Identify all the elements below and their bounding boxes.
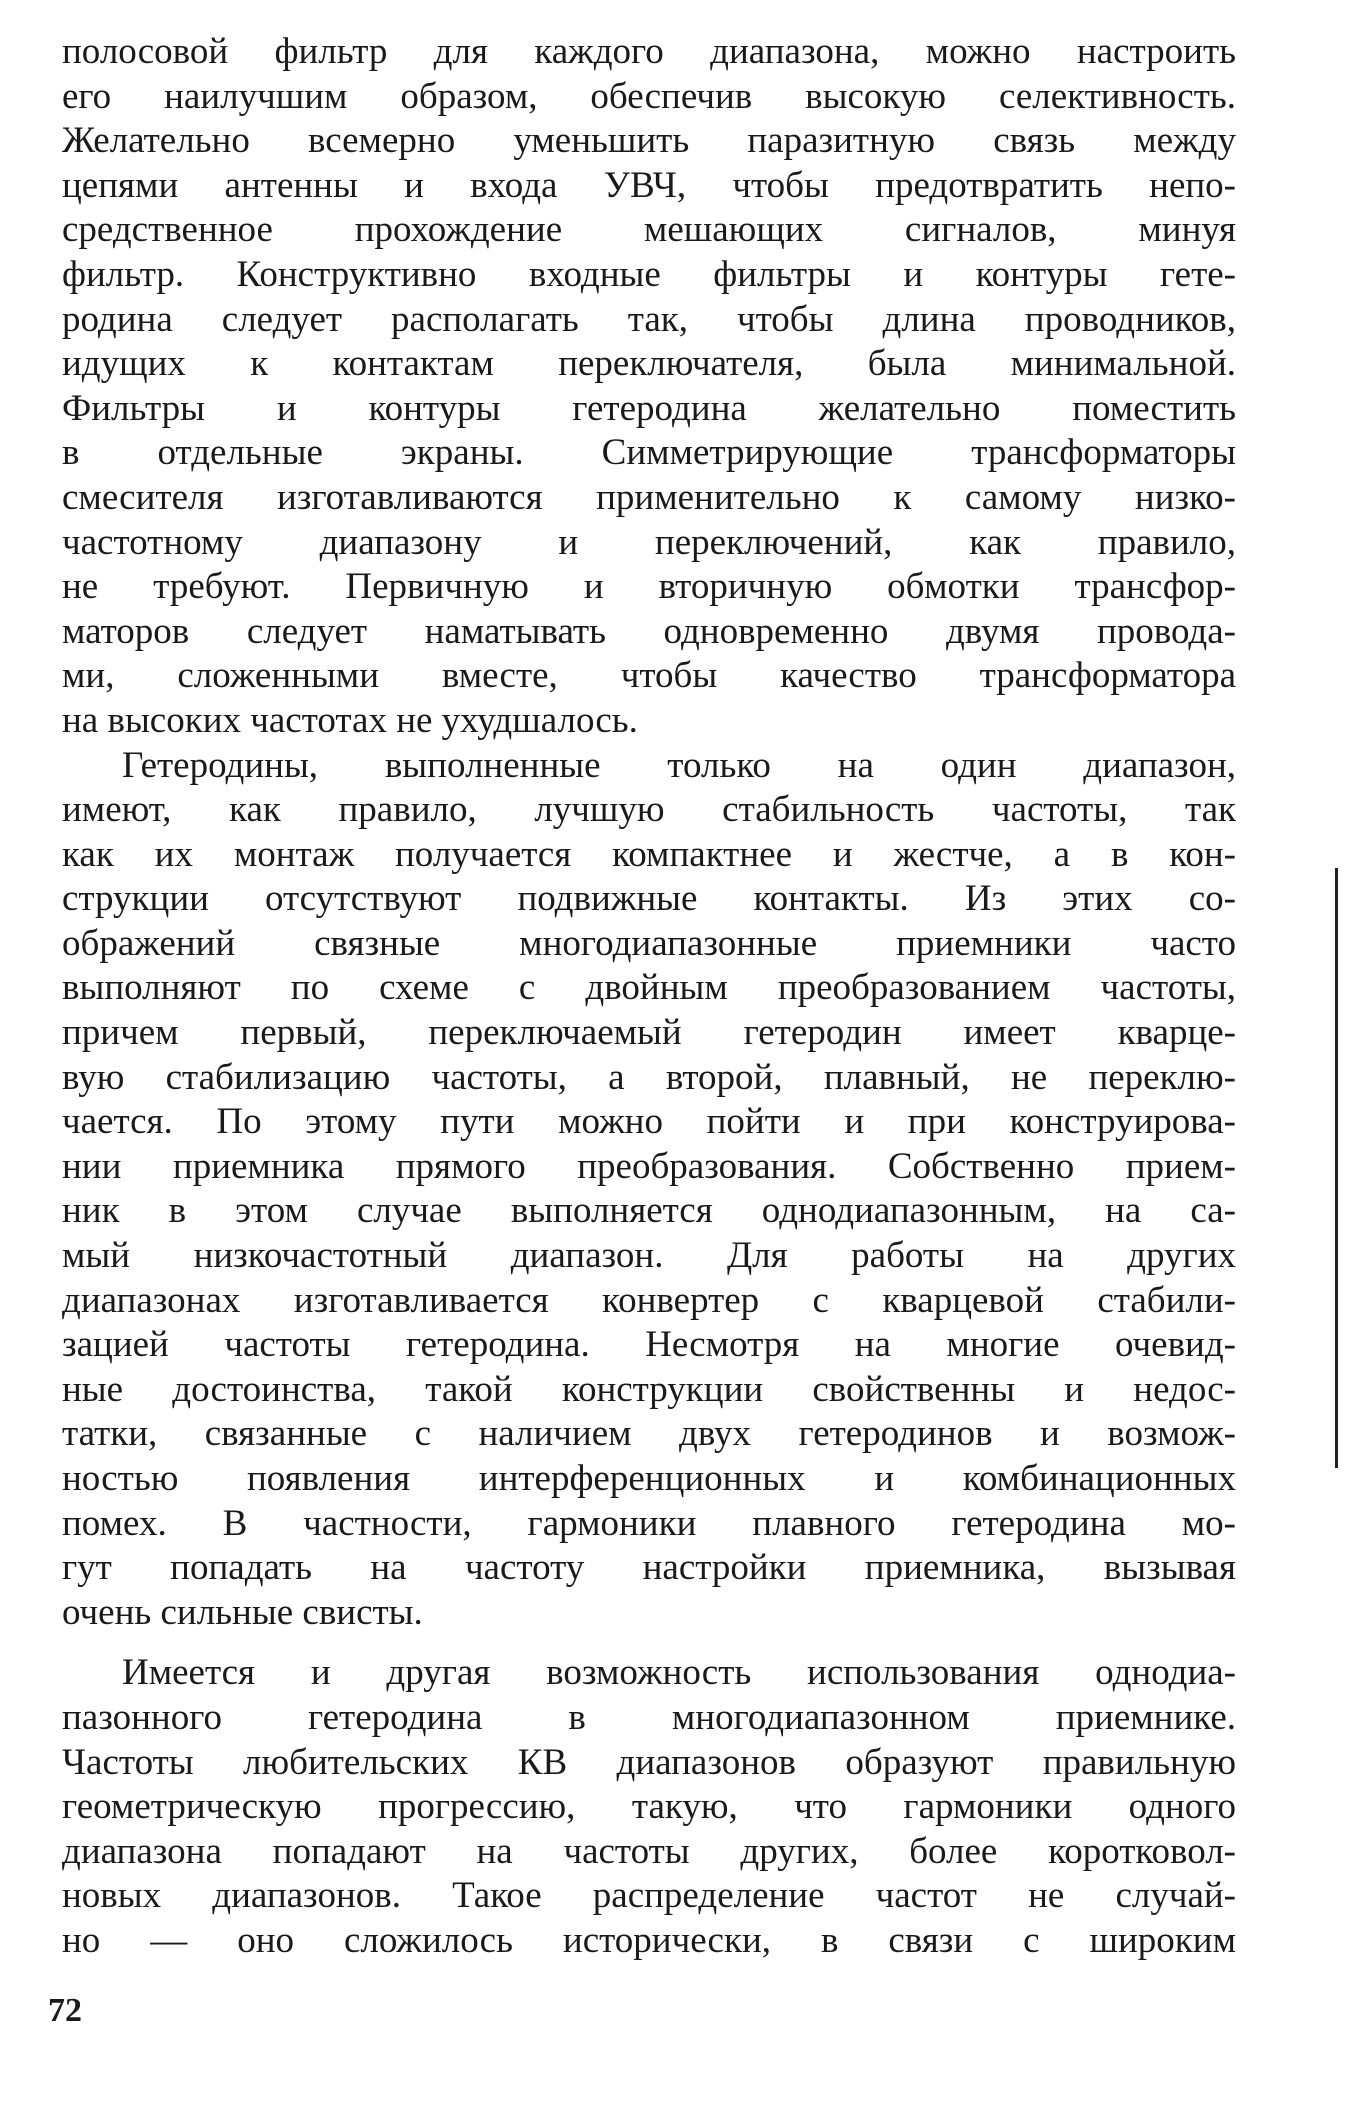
- text-line: идущих к контактам переключателя, была минимальной.: [62, 343, 1236, 385]
- text-line: маторов следует наматывать одновременно двумя провода-: [62, 610, 1236, 652]
- text-line: ностью появления интерференционных и комбинационных: [62, 1458, 1236, 1499]
- text-line: геометрическую прогрессию, такую, что гармоники одного: [62, 1786, 1236, 1828]
- text-line: родина следует располагать так, чтобы длина проводников,: [62, 298, 1236, 340]
- text-line: причем первый, переключаемый гетеродин имеет кварце-: [62, 1012, 1236, 1054]
- paragraph-1: [62, 30, 1236, 744]
- paragraph-2: [62, 744, 1236, 1636]
- text-line: вую стабилизацию частоты, а второй, плавный, не переклю-: [62, 1056, 1236, 1098]
- text-line: гут попадать на частоту настройки приемника, вызывая: [62, 1547, 1236, 1589]
- text-line: очень сильные свисты.: [62, 1591, 423, 1633]
- text-line: как их монтаж получается компактнее и жестче, а в кон-: [62, 833, 1236, 875]
- text-line: в отдельные экраны. Симметрирующие трансформаторы: [62, 432, 1236, 474]
- text-line: чается. По этому пути можно пойти и при конструирова-: [62, 1101, 1236, 1143]
- text-line: новых диапазонов. Такое распределение частот не случай-: [62, 1875, 1236, 1917]
- text-line: Частоты любительских КВ диапазонов образуют правильную: [62, 1741, 1236, 1783]
- text-line: частотному диапазону и переключений, как правило,: [62, 521, 1236, 563]
- text-line: зацией частоты гетеродина. Несмотря на многие очевид-: [62, 1324, 1236, 1366]
- text-line: средственное прохождение мешающих сигналов, минуя: [62, 209, 1236, 251]
- margin-rule: [1335, 868, 1338, 1468]
- text-line: диапазона попадают на частоты других, более коротковол-: [62, 1830, 1236, 1872]
- text-line: Фильтры и контуры гетеродина желательно поместить: [62, 387, 1236, 429]
- text-line: ображений связные многодиапазонные приемники часто: [62, 922, 1236, 964]
- text-line: Имеется и другая возможность использования однодиа-: [122, 1652, 1236, 1694]
- text-line: фильтр. Конструктивно входные фильтры и контуры гете-: [62, 253, 1236, 295]
- text-line: струкции отсутствуют подвижные контакты. Из этих со-: [62, 878, 1236, 920]
- text-line: полосовой фильтр для каждого диапазона, можно настроить: [62, 31, 1236, 72]
- text-line: Гетеродины, выполненные только на один диапазон,: [122, 744, 1236, 786]
- text-line: на высоких частотах не ухудшалось.: [62, 699, 638, 741]
- text-line: помех. В частности, гармоники плавного гетеродина мо-: [62, 1502, 1236, 1544]
- text-line: выполняют по схеме с двойным преобразованием частоты,: [62, 967, 1236, 1009]
- body-text: [62, 30, 1236, 1964]
- text-line: не требуют. Первичную и вторичную обмотки трансфор-: [62, 566, 1236, 608]
- text-line: Желательно всемерно уменьшить паразитную связь между: [62, 120, 1236, 162]
- text-line: мый низкочастотный диапазон. Для работы на других: [62, 1235, 1236, 1277]
- text-line: смесителя изготавливаются применительно к самому низко-: [62, 476, 1236, 518]
- text-line: пазонного гетеродина в многодиапазонном приемнике.: [62, 1696, 1236, 1738]
- text-line: татки, связанные с наличием двух гетеродинов и возмож-: [62, 1413, 1236, 1455]
- text-line: диапазонах изготавливается конвертер с кварцевой стабили-: [62, 1279, 1236, 1321]
- text-line: цепями антенны и входа УВЧ, чтобы предотвратить непо-: [62, 164, 1236, 206]
- text-line: нии приемника прямого преобразования. Собственно прием-: [62, 1145, 1236, 1187]
- text-line: но — оно сложилось исторически, в связи с широким: [62, 1919, 1236, 1961]
- paragraph-3: [62, 1651, 1236, 1963]
- text-line: имеют, как правило, лучшую стабильность частоты, так: [62, 789, 1236, 831]
- text-line: ные достоинства, такой конструкции свойственны и недос-: [62, 1368, 1236, 1410]
- page-number: 72: [48, 1992, 82, 2029]
- text-line: его наилучшим образом, обеспечив высокую селективность.: [62, 75, 1236, 117]
- text-line: ник в этом случае выполняется однодиапазонным, на са-: [62, 1190, 1236, 1232]
- text-line: ми, сложенными вместе, чтобы качество трансформатора: [62, 655, 1236, 697]
